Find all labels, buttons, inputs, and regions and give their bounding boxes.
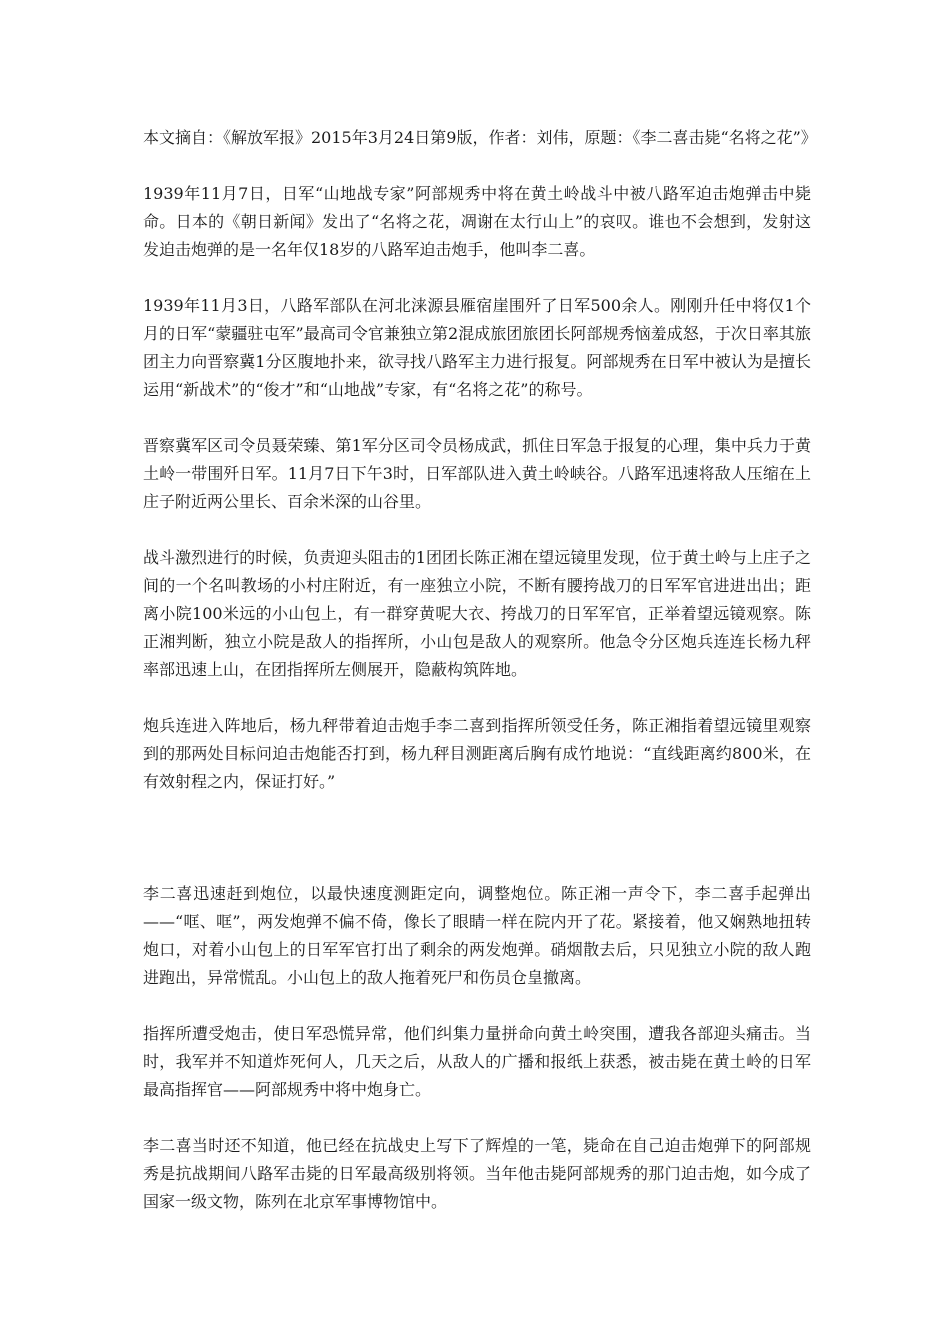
article-paragraph: 战斗激烈进行的时候，负责迎头阻击的1团团长陈正湘在望远镜里发现，位于黄土岭与上庄子之间的一个名叫教场的小村庄附近，有一座独立小院，不断有腰挎战刀的日军军官进进出出；距离小院100米远的小山包上，有一群穿黄呢大衣、挎战刀的日军军官，正举着望远镜观察。陈正湘判断，独立小院是敌人的指挥所，小山包是敌人的观察所。他急令分区炮兵连连长杨九秤率部迅速上山，在团指挥所左侧展开，隐蔽构筑阵地。 (143, 548, 811, 679)
article-paragraph: 1939年11月7日，日军“山地战专家”阿部规秀中将在黄土岭战斗中被八路军迫击炮弹击中毙命。日本的《朝日新闻》发出了“名将之花，凋谢在太行山上”的哀叹。谁也不会想到，发射这发迫击炮弹的是一名年仅18岁的八路军迫击炮手，他叫李二喜。 (143, 184, 811, 259)
article-paragraph: 李二喜当时还不知道，他已经在抗战史上写下了辉煌的一笔，毙命在自己迫击炮弹下的阿部规秀是抗战期间八路军击毙的日军最高级别将领。当年他击毙阿部规秀的那门迫击炮，如今成了国家一级文物，陈列在北京军事博物馆中。 (143, 1136, 811, 1211)
article-paragraph: 炮兵连进入阵地后，杨九秤带着迫击炮手李二喜到指挥所领受任务，陈正湘指着望远镜里观察到的那两处目标问迫击炮能否打到，杨九秤目测距离后胸有成竹地说：“直线距离约800米，在有效射程之内，保证打好。” (143, 716, 811, 791)
article-paragraph: 李二喜迅速赶到炮位，以最快速度测距定向，调整炮位。陈正湘一声令下，李二喜手起弹出——“哐、哐”，两发炮弹不偏不倚，像长了眼睛一样在院内开了花。紧接着，他又娴熟地扭转炮口，对着小山包上的日军军官打出了剩余的两发炮弹。硝烟散去后，只见独立小院的敌人跑进跑出，异常慌乱。小山包上的敌人拖着死尸和伤员仓皇撤离。 (143, 884, 811, 987)
article-paragraph: 指挥所遭受炮击，使日军恐慌异常，他们纠集力量拼命向黄土岭突围，遭我各部迎头痛击。当时，我军并不知道炸死何人，几天之后，从敌人的广播和报纸上获悉，被击毙在黄土岭的日军最高指挥官——阿部规秀中将中炮身亡。 (143, 1024, 811, 1099)
article-paragraph: 1939年11月3日，八路军部队在河北涞源县雁宿崖围歼了日军500余人。刚刚升任中将仅1个月的日军“蒙疆驻屯军”最高司令官兼独立第2混成旅团旅团长阿部规秀恼羞成怒，于次日率其旅团主力向晋察冀1分区腹地扑来，欲寻找八路军主力进行报复。阿部规秀在日军中被认为是擅长运用“新战术”的“俊才”和“山地战”专家，有“名将之花”的称号。 (143, 296, 811, 399)
article-body (143, 124, 817, 1244)
blank-gap (143, 824, 811, 880)
article-paragraph: 晋察冀军区司令员聂荣臻、第1军分区司令员杨成武，抓住日军急于报复的心理，集中兵力于黄土岭一带围歼日军。11月7日下午3时，日军部队进入黄土岭峡谷。八路军迅速将敌人压缩在上庄子附近两公里长、百余米深的山谷里。 (143, 436, 811, 511)
source-note: 本文摘自：《解放军报》2015年3月24日第9版，作者：刘伟，原题：《李二喜击毙“名将之花”》 (143, 128, 817, 147)
